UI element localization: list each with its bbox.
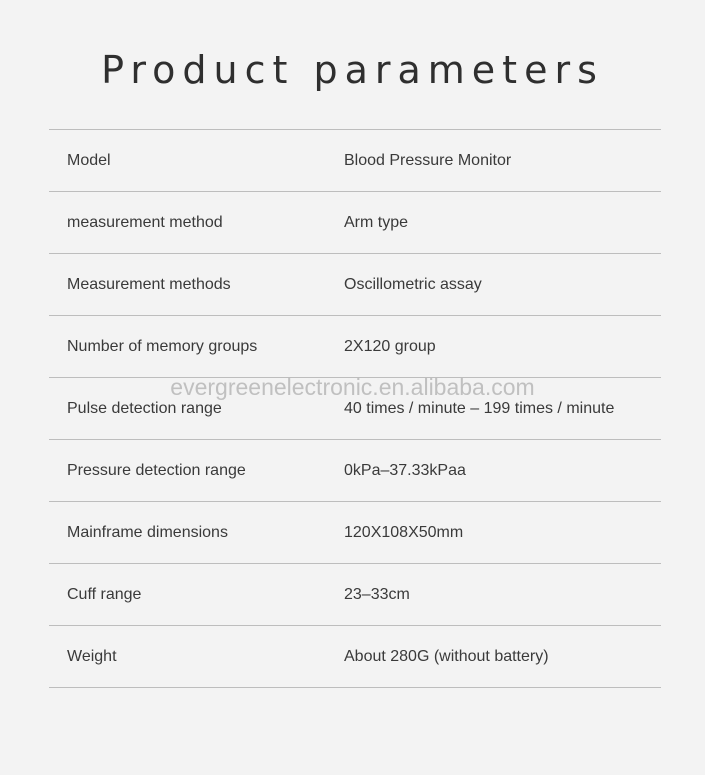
parameters-table [49,129,661,688]
param-value: 23–33cm [344,585,410,603]
table-row [49,192,661,254]
table-row [49,130,661,192]
table-row [49,378,661,440]
param-label: Model [67,151,111,169]
param-value: Arm type [344,213,409,231]
table-row [49,440,661,502]
param-value: Blood Pressure Monitor [344,151,512,169]
table-row [49,316,661,378]
table-row [49,564,661,626]
param-value: 120X108X50mm [344,523,464,541]
param-label: Cuff range [67,585,142,603]
param-value: About 280G (without battery) [344,647,549,665]
table-row [49,626,661,688]
table-row [49,502,661,564]
param-value: 2X120 group [344,337,436,355]
watermark: evergreenelectronic.en.alibaba.com [170,374,535,400]
param-label: Pulse detection range [67,399,222,417]
table-row [49,254,661,316]
param-label: Weight [67,647,117,665]
param-label: Measurement methods [67,275,231,293]
param-label: Number of memory groups [67,337,258,355]
param-label: Pressure detection range [67,461,246,479]
param-value: Oscillometric assay [344,275,482,293]
param-value: 40 times / minute – 199 times / minute [344,399,615,417]
param-value: 0kPa–37.33kPaa [344,461,466,479]
page-title: Product parameters [101,48,604,92]
param-label: Mainframe dimensions [67,523,228,541]
param-label: measurement method [67,213,223,231]
